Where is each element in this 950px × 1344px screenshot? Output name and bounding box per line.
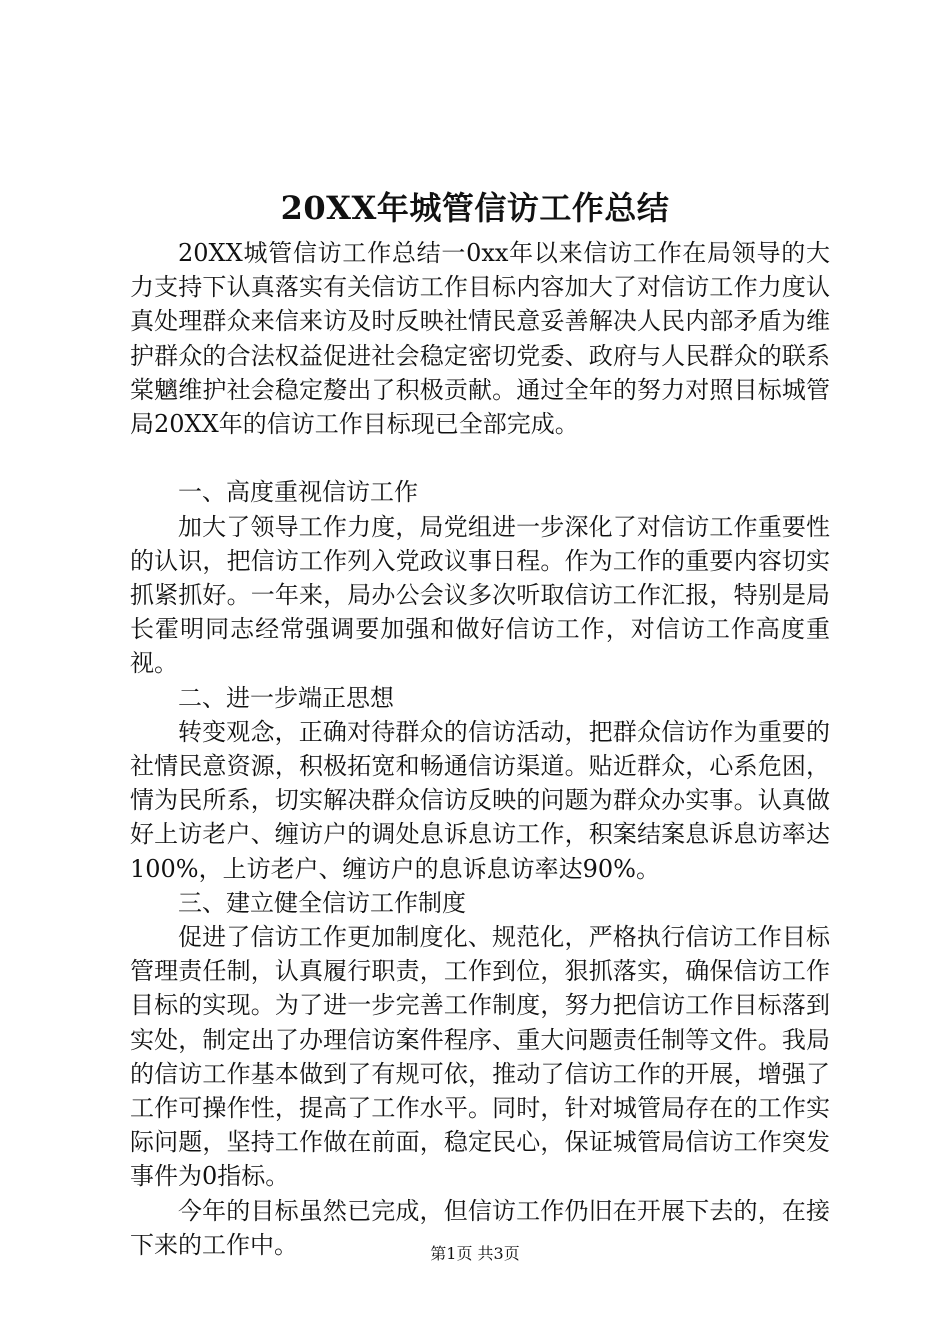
document-body	[130, 236, 830, 1262]
section-heading-1: 一、高度重视信访工作	[178, 478, 418, 507]
section-heading-3: 三、建立健全信访工作制度	[178, 888, 466, 917]
section-heading-2: 二、进一步端正思想	[178, 683, 394, 712]
section-paragraph-2: 转变观念，正确对待群众的信访活动，把群众信访作为重要的社情民意资源，积极拓宽和畅通信访渠道。贴近群众，心系危困，情为民所系，切实解决群众信访反映的问题为群众办实事。认真做好上访老户、缠访户的调处息诉息访工作，积案结案息诉息访率达100%，上访老户、缠访户的息诉息访率达90%。	[130, 717, 830, 883]
closing-paragraph: 今年的目标虽然已完成，但信访工作仍旧在开展下去的，在接下来的工作中。	[130, 1196, 830, 1259]
intro-paragraph: 20XX城管信访工作总结一0xx年以来信访工作在局领导的大力支持下认真落实有关信访工作目标内容加大了对信访工作力度认真处理群众来信来访及时反映社情民意妥善解决人民内部矛盾为维护群众的合法权益促进社会稳定密切党委、政府与人民群众的联系棠魑维护社会稳定嫠出了积极贡献。通过全年的努力对照目标城管局20XX年的信访工作目标现已全部完成。	[130, 239, 830, 439]
section-paragraph-3: 促进了信访工作更加制度化、规范化，严格执行信访工作目标管理责任制，认真履行职责，工作到位，狠抓落实，确保信访工作目标的实现。为了进一步完善工作制度，努力把信访工作目标落到实处，制定出了办理信访案件程序、重大问题责任制等文件。我局的信访工作基本做到了有规可依，推动了信访工作的开展，增强了工作可操作性，提高了工作水平。同时，针对城管局存在的工作实际问题，坚持工作做在前面，稳定民心，保证城管局信访工作突发事件为0指标。	[130, 923, 830, 1191]
document-title: 20XX年城管信访工作总结	[280, 189, 670, 227]
section-paragraph-1: 加大了领导工作力度，局党组进一步深化了对信访工作重要性的认识，把信访工作列入党政议事日程。作为工作的重要内容切实抓紧抓好。一年来，局办公会议多次听取信访工作汇报，特别是局长霍明同志经常强调要加强和做好信访工作，对信访工作高度重视。	[130, 512, 830, 678]
page-number-footer: 第1页 共3页	[430, 1244, 520, 1263]
